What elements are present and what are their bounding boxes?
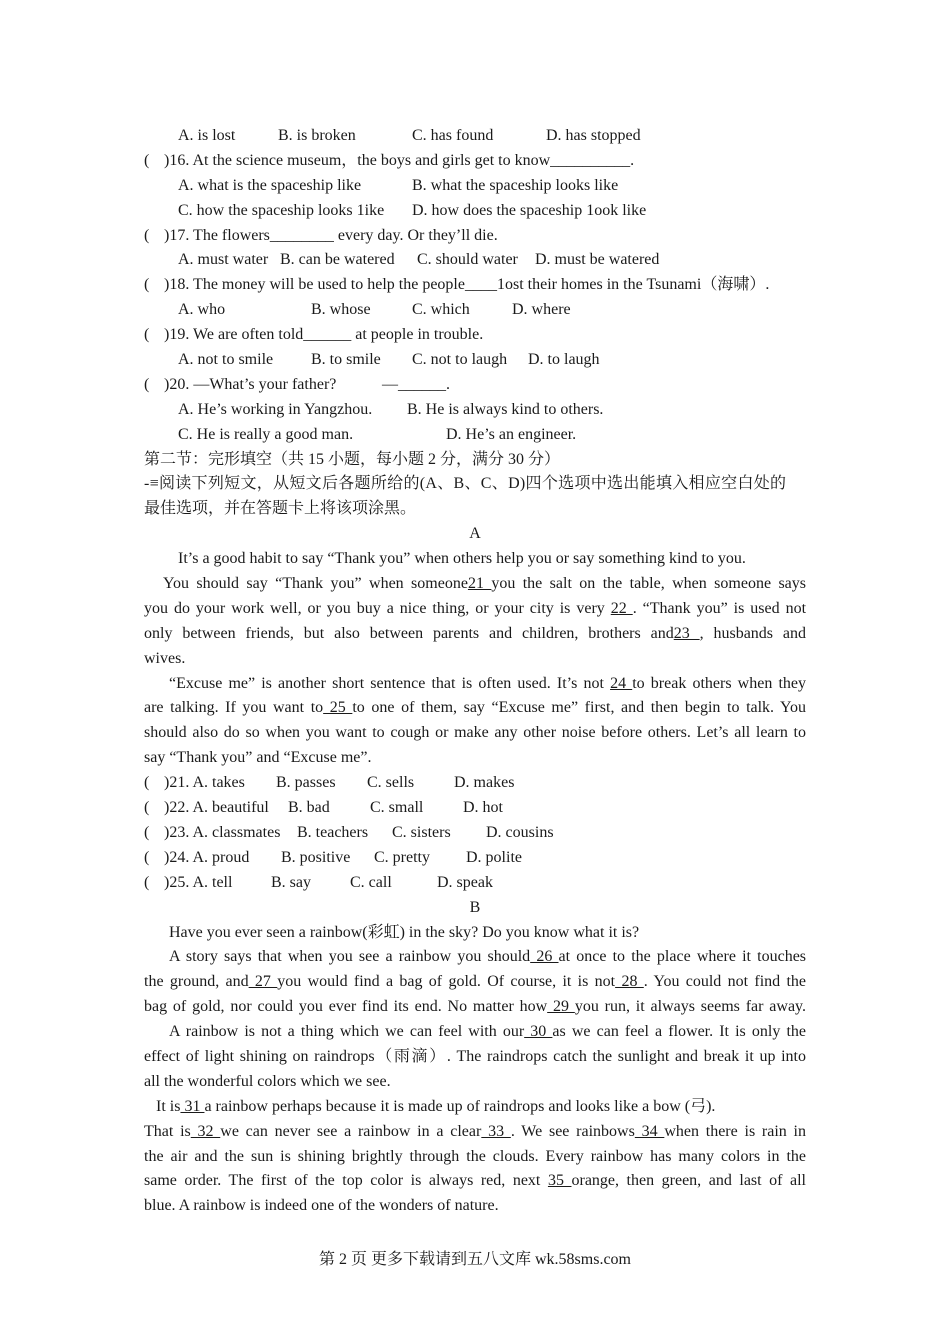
blank-27: 27 (248, 973, 278, 991)
q20-reply: —______. (382, 375, 450, 393)
line-text: It’s a good habit to say “Thank you” when others help you or say something kind to you. (178, 550, 746, 568)
q19-stem (144, 323, 806, 348)
q16-option-b: B. what the spaceship looks like (412, 176, 619, 194)
cloze-option-b: B. say (271, 873, 311, 891)
line-text: at once to the place where it touches (558, 948, 807, 966)
blank-29: 29 (547, 998, 575, 1016)
q15-option-c: C. has found (412, 127, 494, 144)
q16-stem (144, 149, 806, 174)
cloze-option-a: )24. A. proud (164, 848, 250, 866)
line-text: . “Thank you” is used not (632, 599, 807, 617)
passage-b-line (144, 1070, 806, 1095)
line-text: Have you ever seen a rainbow(彩虹) in the sky? Do you know what it is? (169, 923, 640, 941)
passage-a-line (144, 547, 806, 572)
line-text: you run, it always seems far away. (574, 998, 807, 1016)
q17-option-b: B. can be watered (280, 251, 395, 269)
q15-option-d: D. has stopped (546, 127, 641, 144)
line-text: “Excuse me” is another short sentence that is often used. It’s not (169, 674, 611, 692)
line-text: the ground, and (144, 973, 249, 991)
cloze-option-c: C. pretty (374, 848, 430, 866)
q20-option-d: D. He’s an engineer. (446, 425, 577, 443)
line-text: bag of gold, nor could you ever find its end. No matter how (144, 998, 548, 1016)
line-text: are talking. If you want to (144, 699, 324, 717)
answer-paren: ( (144, 375, 150, 393)
cloze-question-23 (144, 821, 806, 846)
line-text: say “Thank you” and “Excuse me”. (144, 749, 372, 767)
cloze-question-25 (144, 871, 806, 896)
q18-options (144, 298, 806, 323)
cloze-option-c: C. call (350, 873, 392, 891)
q16-options-row1 (144, 174, 806, 199)
q18-option-a: A. who (178, 301, 226, 319)
cloze-question-22 (144, 796, 806, 821)
q16-option-d: D. how does the spaceship 1ook like (412, 201, 647, 219)
q16-options-row2 (144, 199, 806, 224)
q18-option-b: B. whose (311, 301, 371, 319)
blank-25: 25 (323, 699, 353, 717)
line-text: the air and the sun is shining brightly through the clouds. Every rainbow has many colors in the (144, 1147, 806, 1165)
cloze-option-c: C. sells (367, 774, 415, 792)
cloze-option-b: B. bad (288, 799, 330, 817)
q18-text: )18. The money will be used to help the people____1ost their homes in the Tsunami（海啸）. (164, 276, 770, 294)
line-text: . We see rainbows (510, 1122, 635, 1140)
line-text: all the wonderful colors which we see. (144, 1072, 391, 1090)
q20-option-c: C. He is really a good man. (178, 425, 354, 443)
blank-32: 32 (190, 1122, 221, 1140)
cloze-question-21 (144, 771, 806, 796)
passage-b-line (144, 1169, 806, 1194)
cloze-option-d: D. polite (466, 848, 522, 866)
exam-page (144, 124, 806, 1219)
cloze-option-b: B. passes (276, 774, 336, 792)
q19-options (144, 348, 806, 373)
answer-paren: ( (144, 799, 150, 817)
q16-text: )16. At the science museum，the boys and girls get to know__________. (164, 151, 635, 169)
section2-instruction-2: 最佳选项，并在答题卡上将该项涂黑。 (144, 500, 417, 518)
answer-paren: ( (144, 823, 150, 841)
blank-30: 30 (524, 1023, 553, 1041)
q20-text: )20. —What’s your father? (164, 375, 337, 393)
blank-21: 21 (467, 575, 492, 593)
page-footer: 第 2 页 更多下载请到五八文库 wk.58sms.com (318, 1251, 631, 1268)
passage-a-line (144, 746, 806, 771)
line-text: same order. The first of the top color is always red, next (144, 1172, 548, 1190)
passage-a-label: A (469, 525, 481, 543)
blank-35: 35 (547, 1172, 572, 1190)
passage-b-line (144, 995, 806, 1020)
line-text: you would find a bag of gold. Of course, it is not (277, 973, 616, 991)
answer-paren: ( (144, 151, 150, 169)
cloze-option-b: B. teachers (297, 823, 369, 841)
q19-text: )19. We are often told______ at people in trouble. (164, 326, 484, 344)
blank-34: 34 (634, 1122, 665, 1140)
line-text: blue. A rainbow is indeed one of the wonders of nature. (144, 1197, 499, 1215)
q17-text: )17. The flowers________ every day. Or they’ll die. (164, 226, 498, 244)
q15-option-a: A. is lost (178, 127, 236, 144)
q16-option-a: A. what is the spaceship like (178, 176, 362, 194)
cloze-option-d: D. cousins (486, 823, 554, 841)
answer-paren: ( (144, 226, 150, 244)
blank-33: 33 (481, 1122, 511, 1140)
cloze-option-d: D. hot (463, 799, 503, 817)
passage-a-line (144, 721, 806, 746)
line-text: we can never see a rainbow in a clear (220, 1122, 482, 1140)
section2-title: 第二节：完形填空（共 15 小题，每小题 2 分，满分 30 分） (144, 450, 561, 468)
passage-b-line (144, 945, 806, 970)
cloze-option-c: C. small (370, 799, 424, 817)
cloze-option-a: )23. A. classmates (164, 823, 281, 841)
line-text: You should say “Thank you” when someone (163, 575, 468, 593)
q18-stem (144, 273, 806, 298)
passage-a-line (144, 696, 806, 721)
q17-option-a: A. must water (178, 251, 269, 269)
passage-b-line (144, 1120, 806, 1145)
passage-b-line (144, 1145, 806, 1170)
answer-paren: ( (144, 774, 150, 792)
line-text: as we can feel a flower. It is only the (552, 1023, 807, 1041)
blank-22: 22 (610, 599, 633, 617)
line-text: to break others when they (632, 674, 807, 692)
passage-b-line (144, 970, 806, 995)
cloze-option-a: )25. A. tell (164, 873, 233, 891)
passage-a-line (144, 597, 806, 622)
line-text: A rainbow is not a thing which we can feel with our (169, 1023, 525, 1041)
line-text: only between friends, but also between parents and children, brothers and (144, 624, 674, 642)
cloze-option-d: D. makes (454, 774, 515, 792)
line-text: when there is rain in (664, 1122, 806, 1140)
q20-stem (144, 373, 806, 398)
q17-options (144, 248, 806, 273)
section2-instruction-1: -≡阅读下列短文，从短文后各题所给的(A、B、C、D)四个选项中选出能填入相应空白处的 (144, 475, 787, 493)
q15-options (144, 124, 806, 149)
line-text: should also do so when you want to cough or make any other noise before others. Let’s all learn to (144, 724, 806, 742)
line-text: That is (144, 1122, 191, 1140)
q17-option-c: C. should water (417, 251, 518, 269)
q20-options-row2 (144, 423, 806, 448)
passage-b-label: B (469, 898, 481, 916)
blank-28: 28 (615, 973, 644, 991)
line-text: orange, then green, and last of all (571, 1172, 807, 1190)
blank-31: 31 (180, 1097, 205, 1115)
q19-option-b: B. to smile (311, 351, 381, 369)
q20-option-b: B. He is always kind to others. (407, 400, 604, 418)
q20-options-row1 (144, 398, 806, 423)
line-text: a rainbow perhaps because it is made up of raindrops and looks like a bow (弓). (204, 1097, 716, 1115)
line-text: effect of light shining on raindrops（雨滴）. The raindrops catch the sunlight and break it up into (144, 1047, 806, 1065)
answer-paren: ( (144, 326, 150, 344)
q17-stem (144, 224, 806, 249)
q18-option-d: D. where (512, 301, 571, 319)
q19-option-a: A. not to smile (178, 351, 274, 369)
cloze-option-a: )22. A. beautiful (164, 799, 269, 817)
cloze-option-b: B. positive (281, 848, 351, 866)
q15-option-b: B. is broken (278, 127, 356, 144)
q20-option-a: A. He’s working in Yangzhou. (178, 400, 373, 418)
line-text: wives. (144, 649, 186, 667)
cloze-option-a: )21. A. takes (164, 774, 245, 792)
q16-option-c: C. how the spaceship looks 1ike (178, 201, 385, 219)
q19-option-d: D. to laugh (528, 351, 600, 369)
blank-23: 23 (673, 624, 700, 642)
passage-b-line (144, 1194, 806, 1219)
cloze-option-c: C. sisters (392, 823, 451, 841)
line-text: to one of them, say “Excuse me” first, and then begin to talk. You (352, 699, 807, 717)
answer-paren: ( (144, 873, 150, 891)
passage-b-line (144, 1045, 806, 1070)
passage-a-line (144, 572, 806, 597)
passage-a-line (144, 647, 806, 672)
answer-paren: ( (144, 848, 150, 866)
line-text: It is (156, 1097, 181, 1115)
q18-option-c: C. which (412, 301, 470, 319)
answer-paren: ( (144, 276, 150, 294)
passage-a-line (144, 672, 806, 697)
line-text: A story says that when you see a rainbow you should (169, 948, 531, 966)
line-text: . You could not find the (643, 973, 807, 991)
q17-option-d: D. must be watered (535, 251, 660, 269)
line-text: you do your work well, or you buy a nice thing, or your city is very (144, 599, 611, 617)
q19-option-c: C. not to laugh (412, 351, 508, 369)
passage-b-line (144, 1095, 806, 1120)
line-text: you the salt on the table, when someone says (491, 575, 807, 593)
passage-b-line (144, 1020, 806, 1045)
blank-26: 26 (530, 948, 559, 966)
passage-b-line (144, 921, 806, 946)
cloze-question-24 (144, 846, 806, 871)
blank-24: 24 (610, 674, 633, 692)
line-text: , husbands and (699, 624, 806, 642)
passage-a-line (144, 622, 806, 647)
cloze-option-d: D. speak (437, 873, 493, 891)
